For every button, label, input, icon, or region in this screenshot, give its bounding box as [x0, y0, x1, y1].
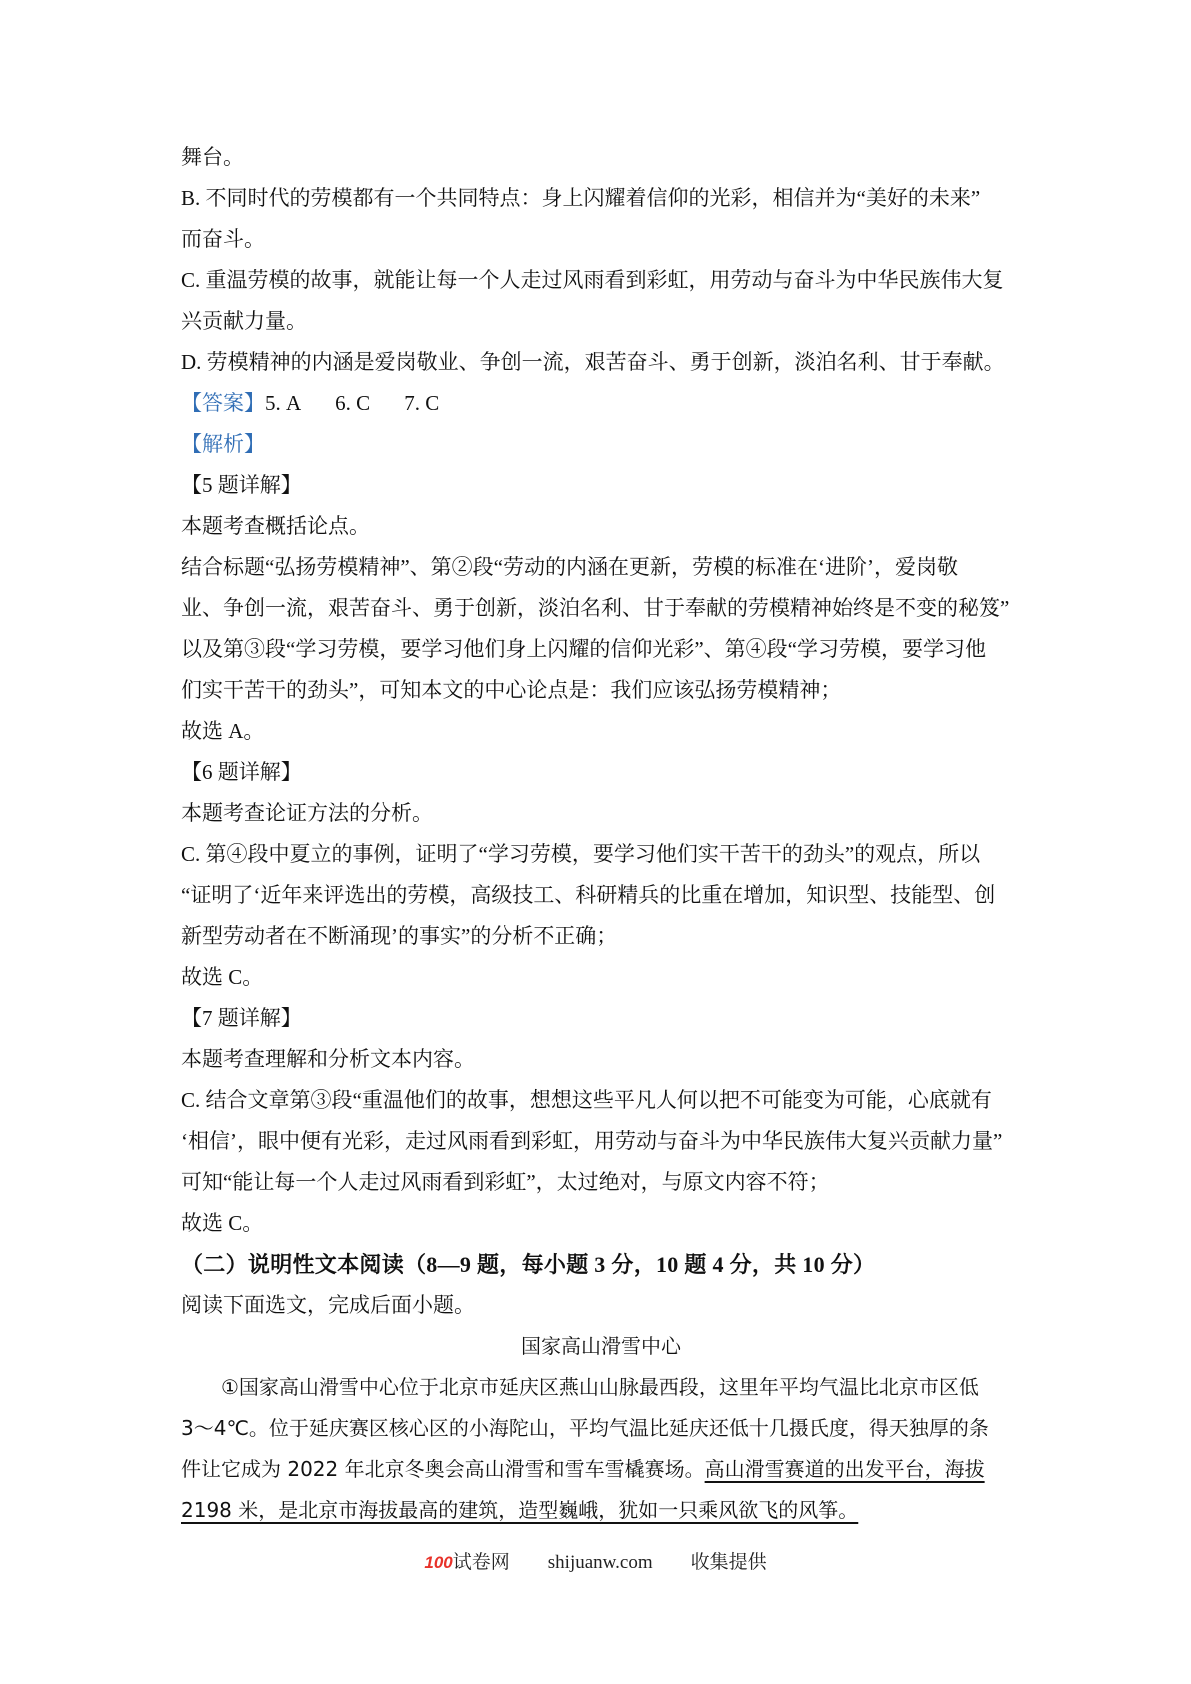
- site-domain: shijuanw.com: [547, 1552, 653, 1573]
- q7-line: C. 结合文章第③段“重温他们的故事，想想这些平凡人何以把不可能变为可能，心底就有: [181, 1088, 992, 1112]
- analysis-tag: 【解析】: [181, 432, 265, 456]
- underlined-text: 高山滑雪赛道的出发平台，海拔: [704, 1457, 985, 1481]
- page-content: [181, 137, 1021, 1531]
- answer-7: 7. C: [404, 391, 440, 415]
- q7-conclusion: 故选 C。: [181, 1211, 264, 1235]
- option-c-line-1: C. 重温劳模的故事，就能让每一个人走过风雨看到彩虹，用劳动与奋斗为中华民族伟大复: [181, 268, 1004, 292]
- q5-line: 们实干苦干的劲头”，可知本文的中心论点是：我们应该弘扬劳模精神；: [181, 678, 842, 702]
- article-paragraph-line: ①国家高山滑雪中心位于北京市延庆区燕山山脉最西段，这里年平均气温比北京市区低: [221, 1375, 979, 1399]
- article-paragraph-line: 3～4℃。位于延庆赛区核心区的小海陀山，平均气温比延庆还低十几摄氏度，得天独厚的条: [181, 1416, 989, 1440]
- q6-line: 本题考查论证方法的分析。: [181, 801, 433, 825]
- section-heading: （二）说明性文本阅读（8—9 题，每小题 3 分，10 题 4 分，共 10 分）: [181, 1252, 876, 1277]
- reading-instruction: 阅读下面选文，完成后面小题。: [181, 1293, 475, 1317]
- q5-line: 本题考查概括论点。: [181, 514, 370, 538]
- site-logo: 100: [424, 1553, 453, 1572]
- q6-conclusion: 故选 C。: [181, 965, 264, 989]
- q5-line: 结合标题“弘扬劳模精神”、第②段“劳动的内涵在更新，劳模的标准在‘进阶’，爱岗敬: [181, 555, 958, 579]
- q6-line: C. 第④段中夏立的事例，证明了“学习劳模，要学习他们实干苦干的劲头”的观点，所以: [181, 842, 981, 866]
- q7-line: 本题考查理解和分析文本内容。: [181, 1047, 475, 1071]
- site-name: 试卷网: [452, 1552, 510, 1573]
- q7-line: 可知“能让每一个人走过风雨看到彩虹”，太过绝对，与原文内容不符；: [181, 1170, 830, 1194]
- q6-line: “证明了‘近年来评选出的劳模，高级技工、科研精兵的比重在增加，知识型、技能型、创: [181, 883, 996, 907]
- q6-line: 新型劳动者在不断涌现’的事实”的分析不正确；: [181, 924, 618, 948]
- q5-line: 业、争创一流，艰苦奋斗、勇于创新，淡泊名利、甘于奉献的劳模精神始终是不变的秘笈”: [181, 596, 1010, 620]
- q5-line: 以及第③段“学习劳模，要学习他们身上闪耀的信仰光彩”、第④段“学习劳模，要学习他: [181, 637, 986, 661]
- answer-tag: 【答案】: [181, 391, 265, 415]
- option-d-line: D. 劳模精神的内涵是爱岗敬业、争创一流，艰苦奋斗、勇于创新，淡泊名利、甘于奉献。: [181, 350, 1005, 374]
- text-line: 舞台。: [181, 145, 244, 169]
- q5-heading: 【5 题详解】: [181, 473, 302, 497]
- q6-heading: 【6 题详解】: [181, 760, 302, 784]
- q7-line: ‘相信’，眼中便有光彩，走过风雨看到彩虹，用劳动与奋斗为中华民族伟大复兴贡献力量”: [181, 1129, 1003, 1153]
- footer-note: 收集提供: [690, 1552, 767, 1573]
- option-b-line-2: 而奋斗。: [181, 227, 265, 251]
- q5-conclusion: 故选 A。: [181, 719, 265, 743]
- answer-6: 6. C: [335, 391, 371, 415]
- article-text: 件让它成为 2022 年北京冬奥会高山滑雪和雪车雪橇赛场。: [181, 1457, 705, 1481]
- underlined-text: 2198 米，是北京市海拔最高的建筑，造型巍峨，犹如一只乘风欲飞的风筝。: [181, 1498, 859, 1522]
- option-b-line-1: B. 不同时代的劳模都有一个共同特点：身上闪耀着信仰的光彩，相信并为“美好的未来”: [181, 186, 981, 210]
- article-paragraph-line: [181, 1490, 1021, 1531]
- answer-line: [181, 383, 1021, 424]
- answer-5: 5. A: [265, 391, 302, 415]
- option-c-line-2: 兴贡献力量。: [181, 309, 307, 333]
- article-paragraph-line: [181, 1449, 1021, 1490]
- page-footer: [0, 1547, 1191, 1574]
- q7-heading: 【7 题详解】: [181, 1006, 302, 1030]
- article-title: 国家高山滑雪中心: [521, 1334, 681, 1358]
